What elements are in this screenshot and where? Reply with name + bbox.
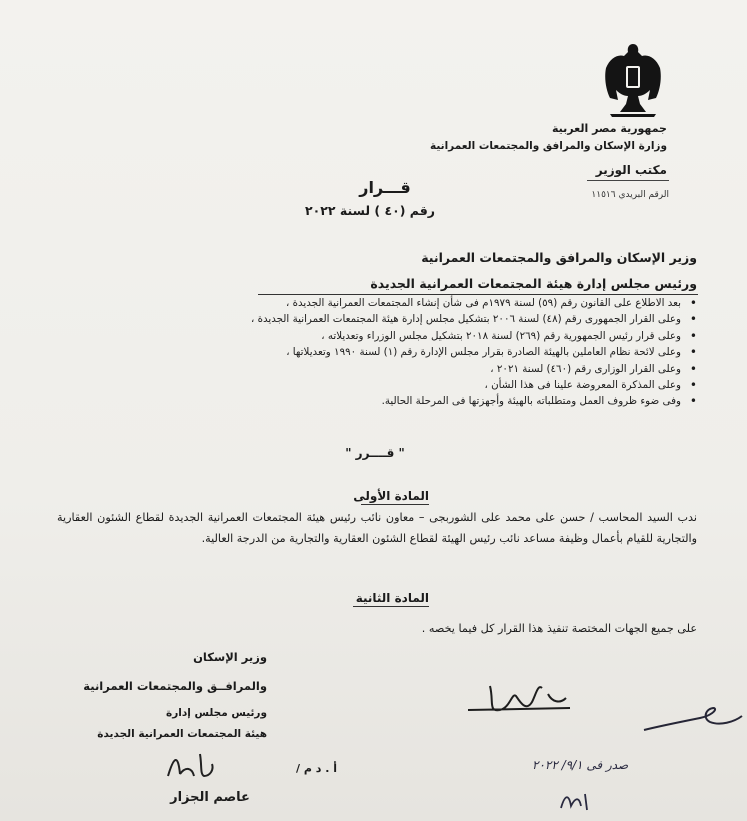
minister-office: مكتب الوزير [595, 163, 667, 177]
preamble-list [77, 295, 697, 410]
postal-code: الرقم البريدي ١١٥١٦ [591, 190, 669, 200]
office-underline [587, 180, 669, 181]
signature-title-4: هيئة المجتمعات العمرانية الجديدة [97, 728, 267, 740]
article-1-underline [361, 504, 429, 505]
article-1-title: المادة الأولى [353, 489, 429, 503]
signature-title-1: وزير الإسكان [193, 650, 267, 664]
republic-name: جمهورية مصر العربية [552, 122, 667, 135]
preamble-item: • وعلى القرار الجمهورى رقم (٤٨) لسنة ٢٠٠٦ بتشكيل مجلس إدارة هيئة المجتمعات العمرانية الجديدة ، [77, 311, 697, 327]
ministry-name: وزارة الإسكان والمرافق والمجتمعات العمرانية [429, 140, 667, 152]
article-2-underline [353, 606, 429, 607]
article-1-text: ندب السيد المحاسب / حسن على محمد على الشوربجى – معاون نائب رئيس هيئة المجتمعات العمرانية الجديدة لقطاع الشئون العقارية والتجارية للقيام بأعمال وظيفة مساعد نائب رئيس الهيئة لقطاع الشئون العقارية والتجارية من الدرجة العالية. [57, 511, 697, 545]
margin-scribble [640, 700, 745, 740]
handwritten-issue-date: صدر فى ٩/١/ ٢٠٢٢ [532, 758, 629, 772]
issuer-line-1: وزير الإسكان والمرافق والمجتمعات العمرانية [421, 250, 697, 265]
signature-title-2: والمرافــق والمجتمعات العمرانية [83, 679, 267, 693]
preamble-item: • وفى ضوء ظروف العمل ومتطلباته بالهيئة وأجهزتها فى المرحلة الحالية. [77, 393, 697, 409]
decision-number: رقم (٤٠ ) لسنة ٢٠٢٢ [305, 203, 435, 218]
signer-initials: أ . د م / [296, 762, 337, 775]
preamble-item: • وعلى لائحة نظام العاملين بالهيئة الصادرة بقرار مجلس الإدارة رقم (١) لسنة ١٩٩٠ وتعديلاتها ، [77, 344, 697, 360]
preamble-item: • بعد الاطلاع على القانون رقم (٥٩) لسنة ١٩٧٩م فى شأن إنشاء المجتمعات العمرانية الجديدة ، [77, 295, 697, 311]
article-2-title: المادة الثانية [355, 591, 429, 605]
preamble-item: • وعلى المذكرة المعروضة علينا فى هذا الشأن ، [77, 377, 697, 393]
signature-title-3: ورئيس مجلس إدارة [166, 707, 267, 719]
preamble-item: • وعلى قرار رئيس الجمهورية رقم (٢٦٩) لسنة ٢٠١٨ بتشكيل مجلس الوزراء وتعديلاته ، [77, 328, 697, 344]
article-2-text: على جميع الجهات المختصة تنفيذ هذا القرار كل فيما يخصه . [421, 622, 697, 635]
decision-title: قـــرار [359, 178, 411, 197]
preamble-item: • وعلى القرار الوزارى رقم (٤٦٠) لسنة ٢٠٢١ ، [77, 361, 697, 377]
decided-heading: " قــــرر " [345, 446, 405, 460]
handwritten-initial-signature [160, 746, 220, 786]
signer-name: عاصم الجزار [170, 790, 250, 805]
handwritten-mark [555, 788, 595, 814]
minister-signature [460, 672, 580, 727]
eagle-emblem-icon [600, 38, 666, 118]
issuer-line-2: ورئيس مجلس إدارة هيئة المجتمعات العمرانية الجديدة [370, 276, 697, 291]
